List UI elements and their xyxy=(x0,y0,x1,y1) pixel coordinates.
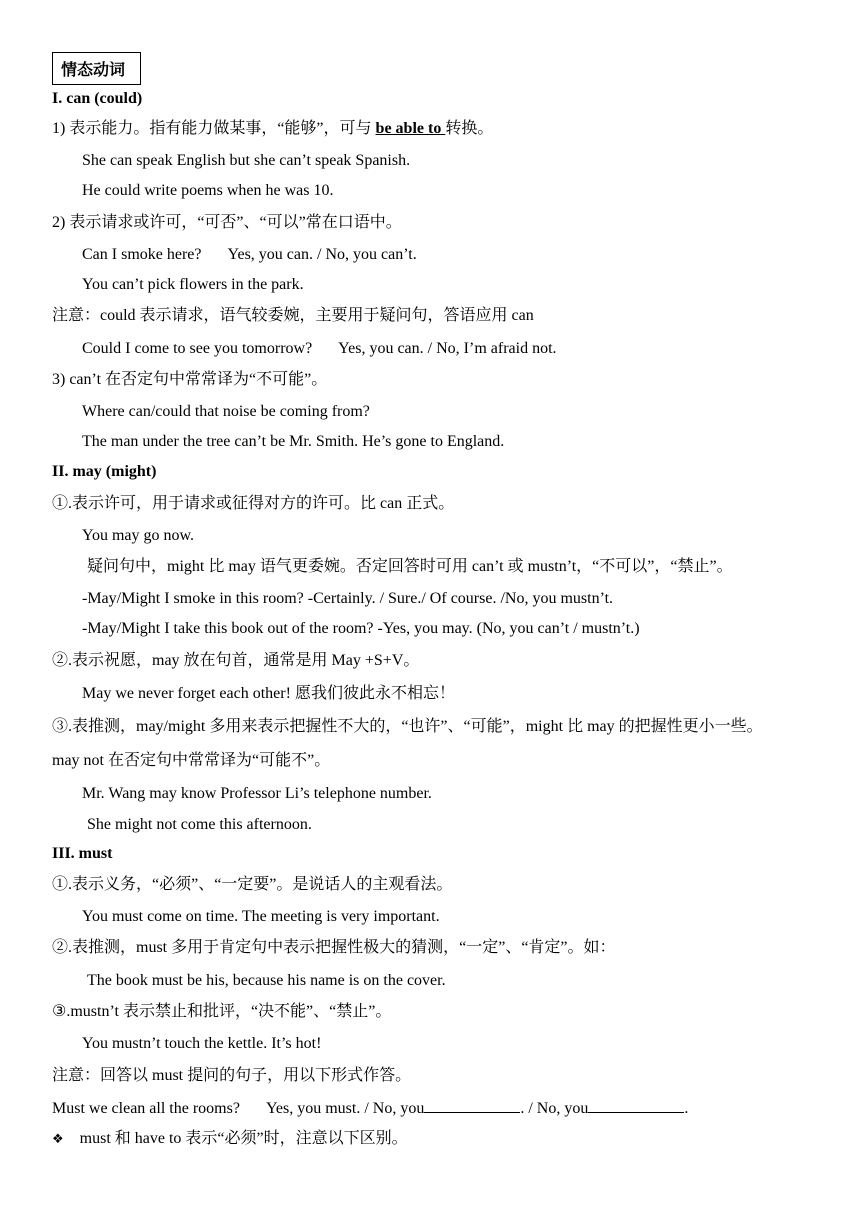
can-example-4: You can’t pick flowers in the park. xyxy=(82,276,304,293)
page-title: 情态动词 xyxy=(61,60,126,79)
can-point-3: 3) can’t 在否定句中常常译为“不可能”。 xyxy=(52,371,328,388)
answer-blank-2 xyxy=(588,1098,684,1113)
can-note: 注意：could 表示请求，语气较委婉，主要用于疑问句，答语应用 can xyxy=(52,307,534,324)
must-example-4-answer-start: Yes, you must. / No, you xyxy=(265,1100,425,1117)
can-point-1 xyxy=(52,119,493,139)
must-example-4-question: Must we clean all the rooms? xyxy=(52,1100,240,1117)
must-example-4 xyxy=(52,1098,688,1119)
can-point-1-end: 转换。 xyxy=(445,120,494,137)
can-example-5 xyxy=(82,339,557,359)
must-note: 注意：回答以 must 提问的句子，用以下形式作答。 xyxy=(52,1067,412,1084)
may-point-2: ②.表示祝愿，may 放在句首，通常是用 May +S+V。 xyxy=(52,652,420,669)
must-have-to-bullet xyxy=(52,1129,408,1150)
section-can-heading: I. can (could) xyxy=(52,90,143,107)
can-example-3-answer: Yes, you can. / No, you can’t. xyxy=(227,246,417,263)
can-example-5-question: Could I come to see you tomorrow? xyxy=(82,340,313,357)
must-example-4-answer-end: . xyxy=(684,1100,689,1117)
may-example-3: -May/Might I take this book out of the room? -Yes, you may. (No, you can’t / mustn’t.) xyxy=(82,620,640,637)
title-box xyxy=(52,52,141,85)
must-example-1: You must come on time. The meeting is very important. xyxy=(82,908,440,925)
can-example-3 xyxy=(82,245,417,265)
can-example-7: The man under the tree can’t be Mr. Smith. He’s gone to England. xyxy=(82,433,505,450)
section-must-heading: III. must xyxy=(52,845,113,862)
may-example-2: -May/Might I smoke in this room? -Certainly. / Sure./ Of course. /No, you mustn’t. xyxy=(82,590,614,607)
may-point-3: ③.表推测，may/might 多用来表示把握性不大的，“也许”、“可能”，might 比 may 的把握性更小一些。 xyxy=(52,718,763,735)
must-example-4-answer-middle: . / No, you xyxy=(520,1100,589,1117)
may-note: 疑问句中，might 比 may 语气更委婉。否定回答时可用 can’t 或 mustn’t，“不可以”，“禁止”。 xyxy=(87,558,733,575)
can-example-5-answer: Yes, you can. / No, I’m afraid not. xyxy=(338,340,557,357)
may-point-1: ①.表示许可，用于请求或征得对方的许可。比 can 正式。 xyxy=(52,495,455,512)
must-point-2: ②.表推测，must 多用于肯定句中表示把握性极大的猜测，“一定”、“肯定”。如： xyxy=(52,939,616,956)
may-point-3-continued: may not 在否定句中常常译为“可能不”。 xyxy=(52,752,331,769)
answer-blank-1 xyxy=(424,1098,520,1113)
may-example-5: Mr. Wang may know Professor Li’s telephone number. xyxy=(82,785,432,802)
be-able-to-emphasis: be able to xyxy=(375,120,446,137)
can-point-1-text: 1) 表示能力。指有能力做某事，“能够”，可与 xyxy=(52,120,372,137)
must-example-2: The book must be his, because his name is on the cover. xyxy=(87,972,446,989)
may-example-4: May we never forget each other! 愿我们彼此永不相忘！ xyxy=(82,685,455,702)
can-example-6: Where can/could that noise be coming from? xyxy=(82,403,370,420)
must-point-3: ③.mustn’t 表示禁止和批评，“决不能”、“禁止”。 xyxy=(52,1003,392,1020)
can-example-2: He could write poems when he was 10. xyxy=(82,182,334,199)
can-example-1: She can speak English but she can’t speak Spanish. xyxy=(82,152,411,169)
can-point-2: 2) 表示请求或许可，“可否”、“可以”常在口语中。 xyxy=(52,214,402,231)
section-may-heading: II. may (might) xyxy=(52,463,157,480)
diamond-bullet-icon: ❖ xyxy=(52,1132,64,1147)
must-point-1: ①.表示义务，“必须”、“一定要”。是说话人的主观看法。 xyxy=(52,876,453,893)
must-have-to-bullet-text: must 和 have to 表示“必须”时，注意以下区别。 xyxy=(79,1130,408,1147)
may-example-6: She might not come this afternoon. xyxy=(87,816,312,833)
may-example-1: You may go now. xyxy=(82,527,195,544)
must-example-3: You mustn’t touch the kettle. It’s hot! xyxy=(82,1035,322,1052)
can-example-3-question: Can I smoke here? xyxy=(82,246,202,263)
